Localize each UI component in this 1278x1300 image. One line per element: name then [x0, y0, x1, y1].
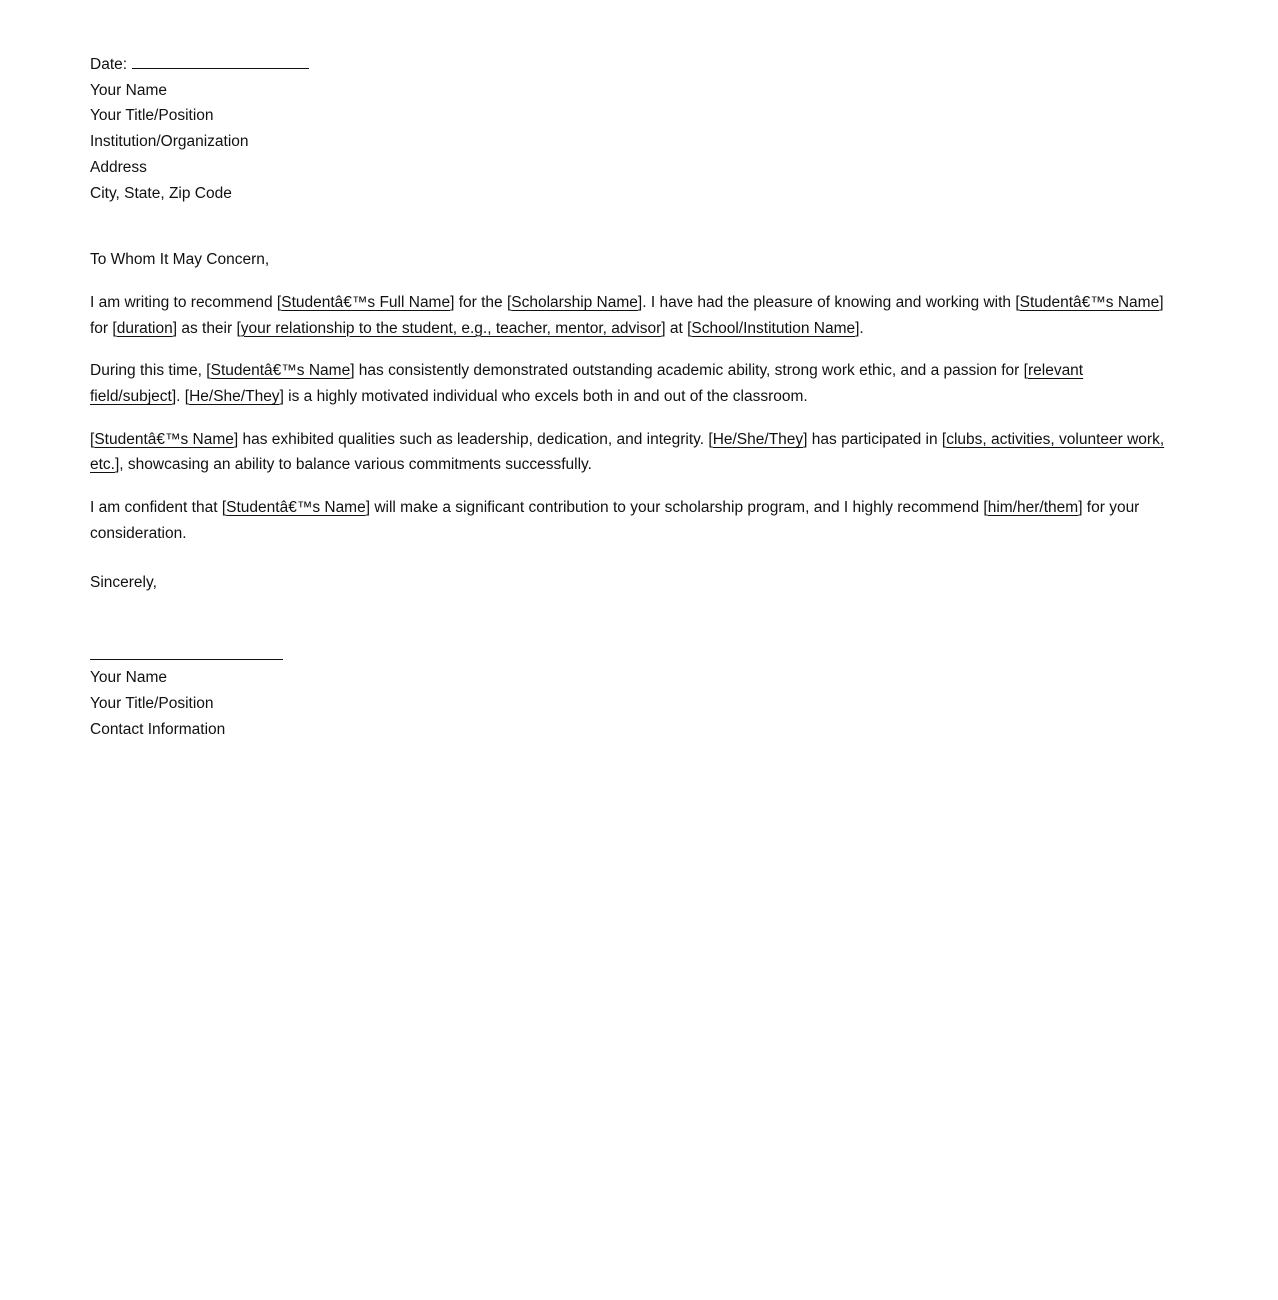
- date-blank-line: [132, 54, 309, 69]
- text-segment: ] for [: [90, 293, 1164, 337]
- sender-name: Your Name: [90, 81, 167, 99]
- placeholder-underlined: He/She/They: [189, 388, 280, 406]
- placeholder-underlined: School/Institution Name: [691, 319, 856, 337]
- text-segment: ]. I have had the pleasure of knowing and working with [: [637, 293, 1020, 311]
- text-segment: ] at [: [661, 319, 692, 337]
- text-segment: I am writing to recommend [: [90, 293, 282, 311]
- placeholder-underlined: him/her/them: [987, 499, 1079, 517]
- placeholder-underlined: Studentâ€™s Full Name: [281, 293, 451, 311]
- letter-body: [90, 290, 1176, 547]
- sender-address: Address: [90, 158, 147, 176]
- text-segment: ] is a highly motivated individual who excels both in and out of the classroom.: [279, 388, 808, 406]
- placeholder-underlined: Studentâ€™s Name: [226, 499, 366, 517]
- letter-paragraph: [90, 290, 1176, 341]
- placeholder-underlined: Studentâ€™s Name: [94, 430, 234, 448]
- text-segment: ] for the [: [450, 293, 512, 311]
- placeholder-underlined: Studentâ€™s Name: [1019, 293, 1160, 311]
- text-segment: ] has exhibited qualities such as leadership, dedication, and integrity. [: [233, 430, 713, 448]
- placeholder-underlined: He/She/They: [712, 430, 804, 448]
- text-segment: ], showcasing an ability to balance various commitments successfully.: [114, 456, 592, 474]
- salutation: To Whom It May Concern,: [90, 251, 270, 269]
- text-segment: During this time, [: [90, 362, 211, 380]
- sender-city-state-zip: City, State, Zip Code: [90, 184, 232, 202]
- placeholder-underlined: clubs, activities, volunteer work, etc.: [90, 430, 1165, 474]
- sender-title: Your Title/Position: [90, 107, 214, 125]
- text-segment: ].: [855, 319, 864, 337]
- text-segment: [: [90, 430, 95, 448]
- text-segment: ] has participated in [: [803, 430, 947, 448]
- placeholder-underlined: your relationship to the student, e.g., teacher, mentor, advisor: [240, 319, 662, 337]
- signature-block: [90, 659, 1176, 742]
- sender-info-block: [90, 52, 1176, 206]
- signature-contact: Contact Information: [90, 720, 226, 738]
- date-line: [90, 52, 1176, 78]
- text-segment: ]. [: [171, 388, 190, 406]
- text-segment: ] has consistently demonstrated outstanding academic ability, strong work ethic, and a passion for [: [350, 362, 1028, 380]
- signature-name: Your Name: [90, 669, 167, 687]
- letter-paragraph: [90, 358, 1176, 409]
- letter-paragraph: [90, 495, 1176, 546]
- text-segment: ] as their [: [172, 319, 241, 337]
- text-segment: ] will make a significant contribution to your scholarship program, and I highly recommend [: [365, 499, 988, 517]
- date-label: Date:: [90, 56, 128, 73]
- placeholder-underlined: duration: [116, 319, 173, 337]
- text-segment: ] for your consideration.: [90, 499, 1140, 542]
- letter-paragraph: [90, 427, 1176, 478]
- placeholder-underlined: Scholarship Name: [511, 293, 638, 311]
- signature-blank-line: [90, 659, 283, 660]
- closing: Sincerely,: [90, 573, 157, 591]
- text-segment: I am confident that [: [90, 499, 227, 517]
- placeholder-underlined: relevant field/subject: [90, 362, 1084, 406]
- signature-title: Your Title/Position: [90, 694, 214, 712]
- placeholder-underlined: Studentâ€™s Name: [210, 362, 351, 380]
- sender-institution: Institution/Organization: [90, 133, 249, 151]
